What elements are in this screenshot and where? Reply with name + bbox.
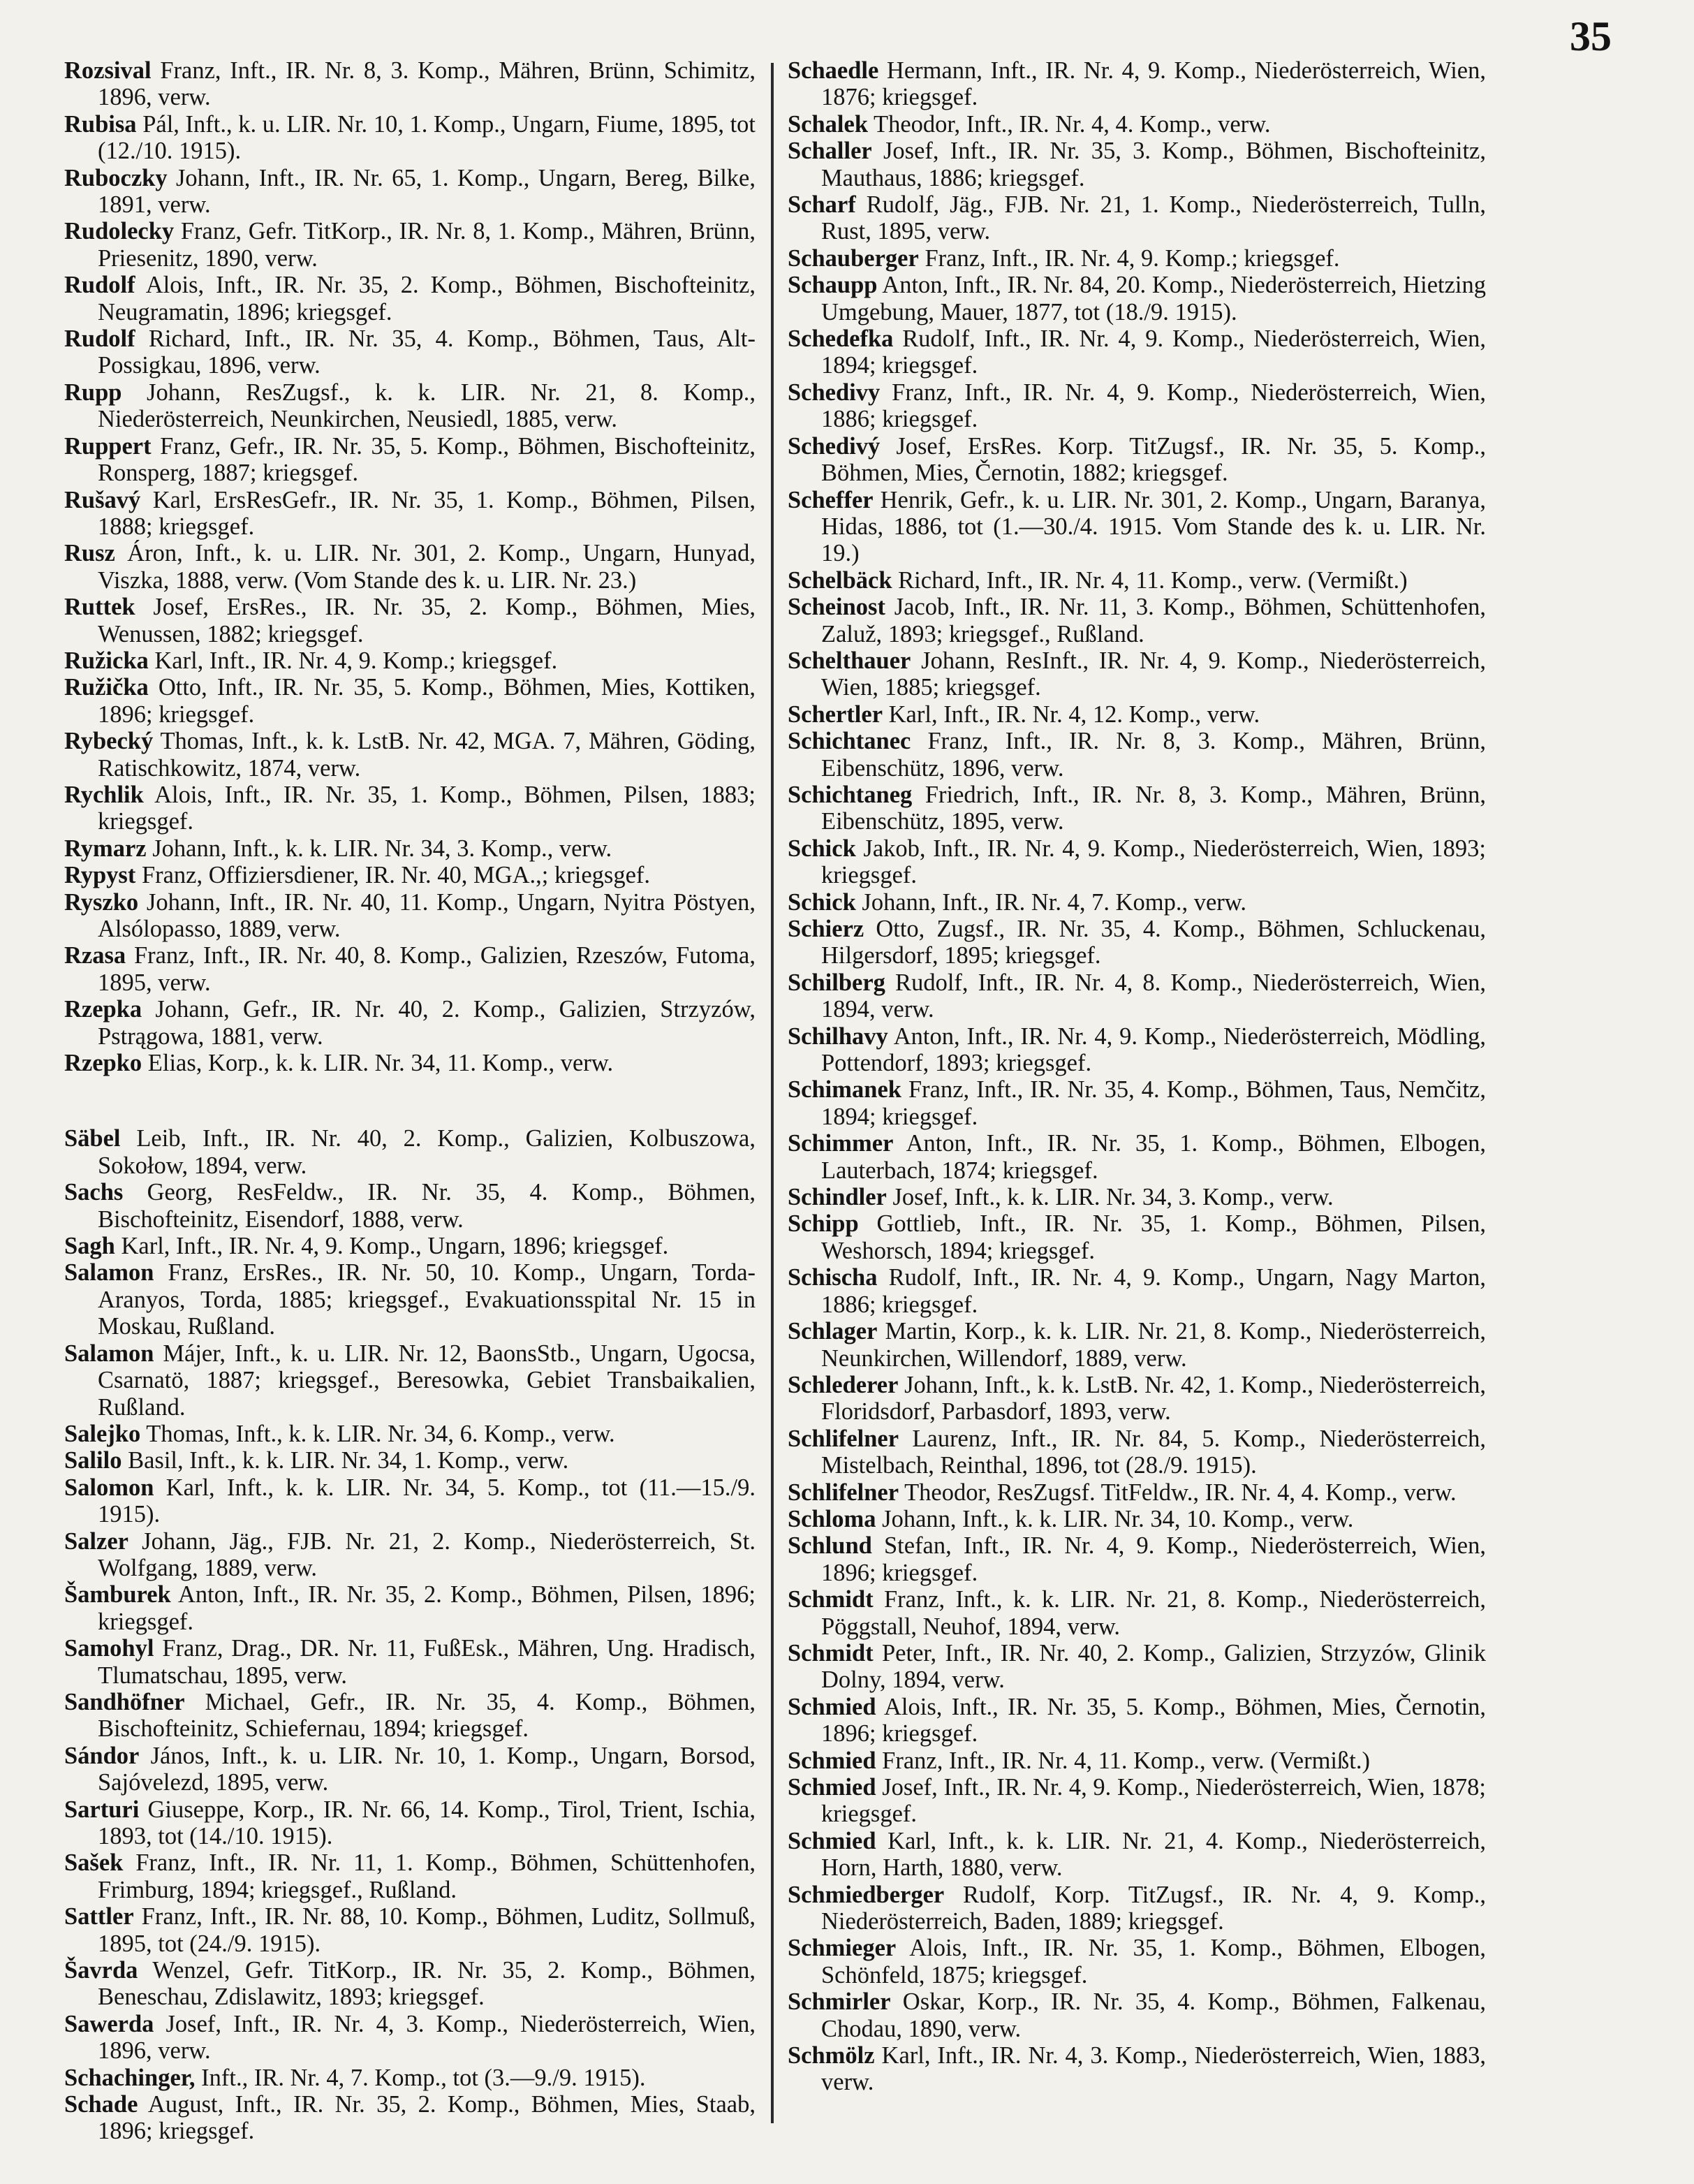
entry-details: Theodor, Inft., IR. Nr. 4, 4. Komp., verw. (868, 110, 1271, 138)
entry-surname: Sachs (64, 1179, 124, 1206)
casualty-entry (64, 594, 756, 647)
entry-details: Peter, Inft., IR. Nr. 40, 2. Komp., Galizien, Strzyzów, Glinik Dolny, 1894, verw. (821, 1639, 1486, 1694)
entry-surname: Schertler (788, 701, 883, 728)
entry-details: Karl, Inft., IR. Nr. 4, 9. Komp.; kriegsgef. (148, 647, 558, 674)
casualty-entry (788, 1372, 1486, 1426)
casualty-entry (788, 138, 1486, 191)
entry-surname: Rybecký (64, 728, 154, 755)
entry-details: Friedrich, Inft., IR. Nr. 8, 3. Komp., Mähren, Brünn, Eibenschütz, 1895, verw. (821, 781, 1486, 835)
entry-surname: Schmirler (788, 1988, 891, 2016)
casualty-entry (788, 889, 1486, 916)
casualty-entry (788, 379, 1486, 433)
casualty-entry (788, 1640, 1486, 1694)
entry-surname: Scharf (788, 191, 856, 219)
casualty-entry (64, 1796, 756, 1850)
entry-details: Franz, Inft., IR. Nr. 11, 1. Komp., Böhmen, Schüttenhofen, Frimburg, 1894; kriegsgef., Rußland. (98, 1849, 756, 1903)
entry-details: Wenzel, Gefr. TitKorp., IR. Nr. 35, 2. Komp., Böhmen, Beneschau, Zdislawitz, 1893; kriegsgef. (98, 1957, 756, 2011)
entry-details: Richard, Inft., IR. Nr. 35, 4. Komp., Böhmen, Taus, Alt-Possigkau, 1896, verw. (98, 325, 756, 379)
casualty-entry (788, 1023, 1486, 1077)
entry-details: Alois, Inft., IR. Nr. 35, 1. Komp., Böhmen, Elbogen, Schönfeld, 1875; kriegsgef. (821, 1935, 1486, 1988)
casualty-entry (64, 1581, 756, 1635)
entry-details: Franz, Inft., IR. Nr. 8, 3. Komp., Mähren, Brünn, Schimitz, 1896, verw. (98, 57, 756, 111)
entry-details: Michael, Gefr., IR. Nr. 35, 4. Komp., Böhmen, Bischofteinitz, Schiefernau, 1894; kriegsgef. (98, 1688, 756, 1743)
entry-surname: Schmied (788, 1693, 876, 1720)
entry-surname: Schick (788, 888, 856, 916)
entry-details: Áron, Inft., k. u. LIR. Nr. 301, 2. Komp., Ungarn, Hunyad, Viszka, 1888, verw. (Vom Stande des k. u. LIR. Nr. 23.) (98, 540, 756, 594)
entry-details: Rudolf, Inft., IR. Nr. 4, 9. Komp., Niederösterreich, Wien, 1894; kriegsgef. (821, 325, 1486, 379)
entry-details: Karl, Inft., IR. Nr. 4, 9. Komp., Ungarn, 1896; kriegsgef. (115, 1233, 669, 1260)
entry-details: Anton, Inft., IR. Nr. 35, 2. Komp., Böhmen, Pilsen, 1896; kriegsgef. (98, 1581, 756, 1635)
casualty-entry (64, 1447, 756, 1474)
casualty-entry (788, 2042, 1486, 2096)
casualty-entry (788, 1184, 1486, 1210)
entry-surname: Schloma (788, 1505, 876, 1532)
casualty-entry (64, 1125, 756, 1179)
entry-details: Franz, Inft., IR. Nr. 88, 10. Komp., Böhmen, Luditz, Sollmuß, 1895, tot (24./9. 1915). (98, 1903, 756, 1957)
entry-surname: Scheffer (788, 486, 874, 513)
entry-details: Franz, Inft., k. k. LIR. Nr. 21, 8. Komp., Niederösterreich, Pöggstall, Neuhof, 1894, verw. (821, 1586, 1486, 1640)
entry-surname: Ruboczky (64, 164, 168, 191)
entry-surname: Salilo (64, 1447, 122, 1474)
entry-details: Májer, Inft., k. u. LIR. Nr. 12, BaonsStb., Ungarn, Ugocsa, Csarnatö, 1887; kriegsgef., Beresowka, Gebiet Transbaikalien, Rußland. (98, 1340, 756, 1421)
casualty-entry (64, 1421, 756, 1447)
casualty-entry (788, 272, 1486, 325)
entry-surname: Salamon (64, 1340, 154, 1367)
entry-surname: Scheinost (788, 594, 885, 621)
entry-surname: Šamburek (64, 1581, 171, 1608)
casualty-entry (788, 191, 1486, 245)
entry-details: Alois, Inft., IR. Nr. 35, 5. Komp., Böhmen, Mies, Černotin, 1896; kriegsgef. (821, 1693, 1486, 1747)
entry-details: Johann, Inft., IR. Nr. 40, 11. Komp., Ungarn, Nyitra Pöstyen, Alsólopasso, 1889, verw. (98, 888, 756, 942)
casualty-entry (788, 969, 1486, 1023)
entry-surname: Schlund (788, 1532, 872, 1560)
entry-surname: Schichtaneg (788, 781, 913, 808)
casualty-entry (64, 2091, 756, 2145)
entry-surname: Rymarz (64, 835, 147, 862)
entry-details: Martin, Korp., k. k. LIR. Nr. 21, 8. Komp., Niederösterreich, Neunkirchen, Willendorf, 1889, verw. (821, 1318, 1486, 1372)
casualty-entry (788, 1210, 1486, 1264)
casualty-entry (788, 1532, 1486, 1586)
entry-details: Laurenz, Inft., IR. Nr. 84, 5. Komp., Niederösterreich, Mistelbach, Reinthal, 1896, tot (28./9. 1915). (821, 1425, 1486, 1479)
entry-details: Franz, Inft., IR. Nr. 35, 4. Komp., Böhmen, Taus, Nemčitz, 1894; kriegsgef. (821, 1076, 1486, 1130)
entry-surname: Schilhavy (788, 1023, 888, 1050)
entry-surname: Schauberger (788, 244, 919, 272)
entry-details: János, Inft., k. u. LIR. Nr. 10, 1. Komp., Ungarn, Borsod, Sajóvelezd, 1895, verw. (98, 1742, 756, 1796)
entry-details: Johann, Gefr., IR. Nr. 40, 2. Komp., Galizien, Strzyzów, Pstrągowa, 1881, verw. (98, 996, 756, 1050)
entry-details: Otto, Inft., IR. Nr. 35, 5. Komp., Böhmen, Mies, Kottiken, 1896; kriegsgef. (98, 674, 756, 728)
entry-details: Inft., IR. Nr. 4, 7. Komp., tot (3.—9./9. 1915). (195, 2064, 646, 2091)
entry-surname: Schmied (788, 1747, 876, 1774)
page-number: 35 (1570, 13, 1612, 59)
entry-surname: Schedivý (788, 432, 881, 460)
entry-surname: Schedivy (788, 379, 881, 406)
entry-details: Karl, Inft., k. k. LIR. Nr. 34, 5. Komp., tot (11.—15./9. 1915). (98, 1474, 756, 1528)
entry-details: Johann, Inft., IR. Nr. 65, 1. Komp., Ungarn, Bereg, Bilke, 1891, verw. (98, 164, 756, 219)
casualty-entry (788, 487, 1486, 567)
entry-details: Johann, ResInft., IR. Nr. 4, 9. Komp., Niederösterreich, Wien, 1885; kriegsgef. (821, 647, 1486, 701)
entry-surname: Schierz (788, 916, 864, 942)
entry-surname: Schmied (788, 1827, 876, 1854)
casualty-entry (64, 325, 756, 379)
entry-surname: Schelbäck (788, 566, 892, 594)
entry-details: Franz, ErsRes., IR. Nr. 50, 10. Komp., Ungarn, Torda-Aranyos, Torda, 1885; kriegsgef., Evakuationsspital Nr. 15 in Moskau, Rußland. (98, 1259, 756, 1340)
entry-details: Rudolf, Korp. TitZugsf., IR. Nr. 4, 9. Komp., Niederösterreich, Baden, 1889; kriegsgef. (821, 1881, 1486, 1935)
entry-details: Josef, Inft., IR. Nr. 4, 9. Komp., Niederösterreich, Wien, 1878; kriegsgef. (821, 1774, 1486, 1828)
casualty-entry (64, 942, 756, 996)
casualty-entry (788, 728, 1486, 782)
casualty-entry (788, 782, 1486, 835)
casualty-entry (64, 1233, 756, 1259)
entry-surname: Schichtanec (788, 728, 911, 755)
casualty-entry (64, 2065, 756, 2091)
casualty-entry (788, 1935, 1486, 1988)
entry-surname: Ružička (64, 674, 149, 701)
casualty-entry (788, 1774, 1486, 1828)
entry-details: Johann, ResZugsf., k. k. LIR. Nr. 21, 8. Komp., Niederösterreich, Neunkirchen, Neusiedl, 1885, verw. (98, 379, 756, 433)
entry-details: Johann, Inft., k. k. LIR. Nr. 34, 10. Komp., verw. (876, 1505, 1354, 1532)
casualty-entry (788, 1130, 1486, 1184)
entry-surname: Schilberg (788, 969, 885, 996)
entry-surname: Sattler (64, 1903, 134, 1930)
casualty-entry (788, 1586, 1486, 1640)
entry-surname: Schindler (788, 1184, 887, 1211)
entry-details: Josef, ErsRes., IR. Nr. 35, 2. Komp., Böhmen, Mies, Wenussen, 1882; kriegsgef. (98, 594, 756, 647)
entry-surname: Rypyst (64, 862, 136, 889)
entry-surname: Schlifelner (788, 1479, 899, 1506)
casualty-entry (64, 1849, 756, 1903)
casualty-entry (788, 1426, 1486, 1479)
entry-details: Giuseppe, Korp., IR. Nr. 66, 14. Komp., Tirol, Trient, Ischia, 1893, tot (14./10. 1915). (98, 1796, 756, 1849)
casualty-entry (788, 1747, 1486, 1774)
casualty-entry (788, 1828, 1486, 1882)
entry-surname: Schmiedberger (788, 1881, 945, 1908)
entry-details: Richard, Inft., IR. Nr. 4, 11. Komp., verw. (Vermißt.) (892, 566, 1408, 594)
entry-details: Josef, Inft., IR. Nr. 35, 3. Komp., Böhmen, Bischofteinitz, Mauthaus, 1886; kriegsgef. (821, 138, 1486, 191)
entry-surname: Sašek (64, 1849, 124, 1877)
entry-surname: Schipp (788, 1210, 859, 1238)
casualty-entry (64, 218, 756, 272)
entry-surname: Schaedle (788, 57, 879, 84)
entry-surname: Schimmer (788, 1130, 894, 1157)
entry-surname: Schmölz (788, 2042, 875, 2069)
entry-details: Leib, Inft., IR. Nr. 40, 2. Komp., Galizien, Kolbuszowa, Sokołow, 1894, verw. (98, 1125, 756, 1179)
entry-surname: Ružicka (64, 647, 149, 674)
casualty-entry (788, 245, 1486, 272)
casualty-entry (788, 647, 1486, 701)
entry-surname: Schachinger, (64, 2064, 196, 2091)
casualty-entry (64, 272, 756, 325)
entry-surname: Rupp (64, 379, 122, 406)
entry-details: Alois, Inft., IR. Nr. 35, 1. Komp., Böhmen, Pilsen, 1883; kriegsgef. (98, 781, 756, 835)
entry-surname: Ruttek (64, 594, 135, 621)
casualty-entry (64, 1340, 756, 1421)
entry-details: Franz, Inft., IR. Nr. 4, 9. Komp., Niederösterreich, Wien, 1886; kriegsgef. (821, 379, 1486, 433)
entry-details: Basil, Inft., k. k. LIR. Nr. 34, 1. Komp., verw. (121, 1447, 569, 1474)
entry-surname: Rzepko (64, 1050, 142, 1077)
entry-details: Karl, Inft., k. k. LIR. Nr. 21, 4. Komp., Niederösterreich, Horn, Harth, 1880, verw. (821, 1827, 1486, 1882)
entry-details: Johann, Inft., k. k. LstB. Nr. 42, 1. Komp., Niederösterreich, Floridsdorf, Parbasdorf, 1893, verw. (821, 1371, 1486, 1426)
entry-details: Josef, Inft., k. k. LIR. Nr. 34, 3. Komp., verw. (886, 1184, 1334, 1211)
entry-surname: Rzasa (64, 942, 126, 969)
entry-surname: Salzer (64, 1527, 128, 1555)
entry-surname: Schmidt (788, 1639, 874, 1666)
entry-surname: Salamon (64, 1259, 154, 1287)
casualty-entry (788, 916, 1486, 969)
entry-surname: Schlifelner (788, 1425, 899, 1452)
entry-surname: Rychlik (64, 781, 144, 808)
casualty-entry (64, 487, 756, 541)
entry-surname: Schaller (788, 138, 872, 165)
entry-details: Rudolf, Inft., IR. Nr. 4, 9. Komp., Ungarn, Nagy Marton, 1886; kriegsgef. (821, 1264, 1486, 1318)
entry-details: Karl, Inft., IR. Nr. 4, 3. Komp., Niederösterreich, Wien, 1883, verw. (821, 2042, 1486, 2096)
entry-surname: Sawerda (64, 2010, 154, 2037)
entry-details: Franz, Gefr., IR. Nr. 35, 5. Komp., Böhmen, Bischofteinitz, Ronsperg, 1887; kriegsgef. (98, 432, 756, 487)
entry-details: Franz, Gefr. TitKorp., IR. Nr. 8, 1. Komp., Mähren, Brünn, Priesenitz, 1890, verw. (98, 218, 756, 272)
entry-details: Rudolf, Inft., IR. Nr. 4, 8. Komp., Niederösterreich, Wien, 1894, verw. (821, 969, 1486, 1023)
casualty-entry (788, 1882, 1486, 1935)
entry-details: Theodor, ResZugsf. TitFeldw., IR. Nr. 4, 4. Komp., verw. (899, 1479, 1457, 1506)
casualty-entry (788, 1694, 1486, 1747)
entry-details: Johann, Inft., IR. Nr. 4, 7. Komp., verw. (855, 888, 1247, 916)
casualty-entry (64, 862, 756, 888)
casualty-entry (788, 1479, 1486, 1506)
casualty-entry (788, 1264, 1486, 1318)
entry-details: Jakob, Inft., IR. Nr. 4, 9. Komp., Niederösterreich, Wien, 1893; kriegsgef. (821, 835, 1486, 889)
entry-details: Franz, Inft., IR. Nr. 4, 11. Komp., verw. (Vermißt.) (876, 1747, 1370, 1774)
entry-surname: Schaupp (788, 272, 878, 299)
entry-details: August, Inft., IR. Nr. 35, 2. Komp., Böhmen, Mies, Staab, 1896; kriegsgef. (98, 2091, 756, 2145)
casualty-entry (788, 111, 1486, 138)
casualty-entry (788, 835, 1486, 889)
entry-details: Anton, Inft., IR. Nr. 84, 20. Komp., Niederösterreich, Hietzing Umgebung, Mauer, 1877, tot (18./9. 1915). (821, 272, 1486, 325)
entry-surname: Salejko (64, 1420, 141, 1447)
casualty-entry (64, 674, 756, 728)
entry-surname: Rubisa (64, 110, 137, 138)
entry-surname: Ruppert (64, 432, 152, 460)
entry-surname: Schlederer (788, 1371, 899, 1398)
casualty-entry (788, 1318, 1486, 1372)
casualty-entry (64, 1689, 756, 1743)
entry-details: Rudolf, Jäg., FJB. Nr. 21, 1. Komp., Niederösterreich, Tulln, Rust, 1895, verw. (821, 191, 1486, 245)
entry-details: Hermann, Inft., IR. Nr. 4, 9. Komp., Niederösterreich, Wien, 1876; kriegsgef. (821, 57, 1486, 111)
casualty-entry (788, 594, 1486, 647)
entry-surname: Samohyl (64, 1635, 154, 1662)
entry-details: Henrik, Gefr., k. u. LIR. Nr. 301, 2. Komp., Ungarn, Baranya, Hidas, 1886, tot (1.—30./4. 1915. Vom Stande des k. u. LIR. Nr. 19.) (821, 486, 1486, 567)
entry-details: Anton, Inft., IR. Nr. 4, 9. Komp., Niederösterreich, Mödling, Pottendorf, 1893; kriegsgef. (821, 1023, 1486, 1077)
casualty-entry (64, 57, 756, 111)
entry-details: Franz, Offiziersdiener, IR. Nr. 40, MGA.,; kriegsgef. (135, 862, 650, 889)
entry-surname: Sándor (64, 1742, 140, 1769)
casualty-entry (64, 1050, 756, 1076)
entry-details: Elias, Korp., k. k. LIR. Nr. 34, 11. Komp., verw. (142, 1050, 614, 1077)
entry-details: Johann, Jäg., FJB. Nr. 21, 2. Komp., Niederösterreich, St. Wolfgang, 1889, verw. (98, 1527, 756, 1581)
entry-details: Franz, Inft., IR. Nr. 40, 8. Komp., Galizien, Rzeszów, Futoma, 1895, verw. (98, 942, 756, 996)
entry-surname: Šavrda (64, 1957, 138, 1984)
casualty-entry (64, 782, 756, 835)
casualty-entry (788, 433, 1486, 487)
entry-details: Otto, Zugsf., IR. Nr. 35, 4. Komp., Böhmen, Schluckenau, Hilgersdorf, 1895; kriegsgef. (821, 916, 1486, 969)
entry-details: Jacob, Inft., IR. Nr. 11, 3. Komp., Böhmen, Schüttenhofen, Zaluž, 1893; kriegsgef., Rußland. (821, 594, 1486, 647)
entry-surname: Rusz (64, 540, 115, 567)
casualty-entry (64, 889, 756, 943)
casualty-entry (788, 325, 1486, 379)
entry-details: Thomas, Inft., k. k. LstB. Nr. 42, MGA. 7, Mähren, Göding, Ratischkowitz, 1874, verw. (98, 728, 756, 782)
entry-surname: Schedefka (788, 325, 894, 353)
casualty-entry (788, 567, 1486, 594)
entry-surname: Säbel (64, 1125, 121, 1152)
casualty-entry (64, 111, 756, 165)
entry-surname: Schmieger (788, 1935, 897, 1962)
casualty-entry (64, 540, 756, 594)
entry-surname: Schelthauer (788, 647, 911, 674)
entry-surname: Rudolf (64, 272, 135, 299)
entry-details: Gottlieb, Inft., IR. Nr. 35, 1. Komp., Böhmen, Pilsen, Weshorsch, 1894; kriegsgef. (821, 1210, 1486, 1264)
casualty-entry (64, 1259, 756, 1340)
entry-surname: Ryszko (64, 888, 139, 916)
casualty-entry (64, 165, 756, 219)
casualty-entry (64, 647, 756, 674)
casualty-entry (788, 1988, 1486, 2042)
entry-surname: Sarturi (64, 1796, 140, 1823)
entry-surname: Rušavý (64, 486, 141, 513)
casualty-entry (64, 2011, 756, 2065)
casualty-entry (788, 1506, 1486, 1532)
casualty-entry (64, 1474, 756, 1528)
entry-details: Anton, Inft., IR. Nr. 35, 1. Komp., Böhmen, Elbogen, Lauterbach, 1874; kriegsgef. (821, 1130, 1486, 1184)
entry-surname: Rzepka (64, 996, 142, 1023)
entry-details: Stefan, Inft., IR. Nr. 4, 9. Komp., Niederösterreich, Wien, 1896; kriegsgef. (821, 1532, 1486, 1586)
casualty-entry (64, 1957, 756, 2011)
entry-surname: Rudolf (64, 325, 135, 353)
casualty-entry (64, 996, 756, 1050)
entry-details: Franz, Inft., IR. Nr. 8, 3. Komp., Mähren, Brünn, Eibenschütz, 1896, verw. (821, 728, 1486, 782)
entry-details: Thomas, Inft., k. k. LIR. Nr. 34, 6. Komp., verw. (140, 1420, 615, 1447)
column-divider (771, 63, 774, 2123)
right-column (788, 57, 1486, 2096)
entry-details: Georg, ResFeldw., IR. Nr. 35, 4. Komp., Böhmen, Bischofteinitz, Eisendorf, 1888, verw. (98, 1179, 756, 1233)
entry-surname: Schmidt (788, 1586, 874, 1613)
casualty-entry (64, 728, 756, 782)
entry-surname: Rudolecky (64, 218, 175, 245)
left-column (64, 57, 756, 2145)
entry-surname: Schalek (788, 110, 869, 138)
entry-surname: Sandhöfner (64, 1688, 185, 1715)
casualty-entry (64, 1528, 756, 1582)
casualty-entry (788, 701, 1486, 728)
entry-details: Karl, ErsResGefr., IR. Nr. 35, 1. Komp., Böhmen, Pilsen, 1888; kriegsgef. (98, 486, 756, 540)
entry-details: Johann, Inft., k. k. LIR. Nr. 34, 3. Komp., verw. (146, 835, 612, 862)
entry-details: Josef, ErsRes. Korp. TitZugsf., IR. Nr. 35, 5. Komp., Böhmen, Mies, Černotin, 1882; kriegsgef. (821, 432, 1486, 487)
entry-surname: Schischa (788, 1264, 878, 1291)
entry-surname: Schimanek (788, 1076, 901, 1104)
entry-surname: Salomon (64, 1474, 154, 1501)
entry-surname: Schick (788, 835, 856, 862)
casualty-entry (64, 1903, 756, 1957)
entry-surname: Rozsival (64, 57, 152, 84)
casualty-entry (64, 1179, 756, 1233)
entry-details: Alois, Inft., IR. Nr. 35, 2. Komp., Böhmen, Bischofteinitz, Neugramatin, 1896; kriegsgef. (98, 272, 756, 325)
casualty-entry (64, 1635, 756, 1689)
entry-details: Karl, Inft., IR. Nr. 4, 12. Komp., verw. (883, 701, 1260, 728)
entry-details: Oskar, Korp., IR. Nr. 35, 4. Komp., Böhmen, Falkenau, Chodau, 1890, verw. (821, 1988, 1486, 2042)
entry-details: Josef, Inft., IR. Nr. 4, 3. Komp., Niederösterreich, Wien, 1896, verw. (98, 2010, 756, 2065)
entry-surname: Schmied (788, 1774, 876, 1801)
entry-details: Franz, Inft., IR. Nr. 4, 9. Komp.; kriegsgef. (918, 244, 1340, 272)
casualty-entry (788, 57, 1486, 111)
casualty-entry (64, 1743, 756, 1796)
entry-surname: Sagh (64, 1233, 115, 1260)
entry-surname: Schlager (788, 1318, 878, 1345)
entry-surname: Schade (64, 2091, 138, 2118)
casualty-entry (64, 379, 756, 433)
casualty-entry (64, 835, 756, 862)
entry-details: Franz, Drag., DR. Nr. 11, FußEsk., Mähren, Ung. Hradisch, Tlumatschau, 1895, verw. (98, 1635, 756, 1689)
casualty-entry (64, 433, 756, 487)
entry-details: Pál, Inft., k. u. LIR. Nr. 10, 1. Komp., Ungarn, Fiume, 1895, tot (12./10. 1915). (98, 110, 756, 165)
casualty-entry (788, 1076, 1486, 1130)
